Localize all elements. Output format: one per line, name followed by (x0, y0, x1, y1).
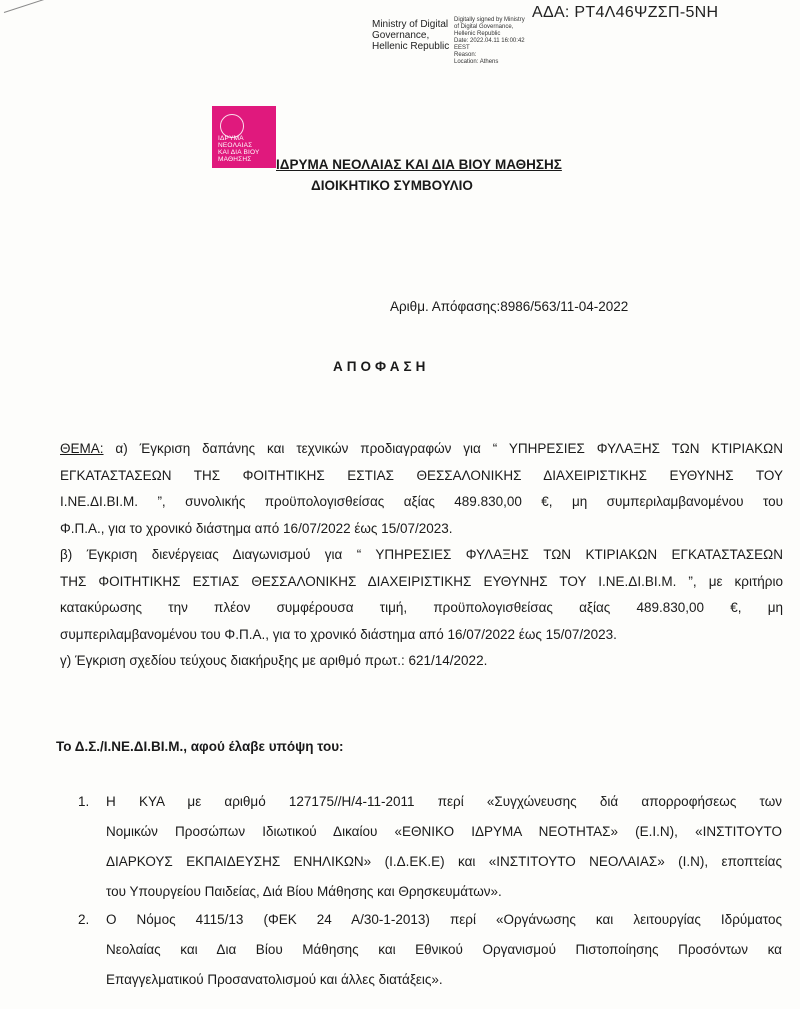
inedivim-logo (212, 106, 276, 168)
subject-line: γ) Έγκριση σχεδίου τεύχους διακήρυξης με αριθμό πρωτ.: 621/14/2022. (60, 653, 488, 668)
signature-line: of Digital Governance, (454, 24, 514, 30)
list-item-line: Ο Νόμος 4115/13 (ΦΕΚ 24 Α/30-1-2013) περί «Οργάνωσης και λειτουργίας Ιδρύματος (106, 912, 782, 927)
subject-line: β) Έγκριση διενέργειας Διαγωνισμού για “ ΥΠΗΡΕΣΙΕΣ ΦΥΛΑΞΗΣ ΤΩΝ ΚΤΙΡΙΑΚΩΝ ΕΓΚΑΤΑΣΤΑΣΕΩΝ (60, 547, 783, 562)
document-title: ΑΠΟΦΑΣΗ (333, 359, 430, 374)
list-item-number: 2. (78, 912, 90, 927)
list-item-line: Επαγγελματικού Προσανατολισμού και άλλες διατάξεις». (106, 972, 443, 987)
signer-line: Ministry of Digital (372, 19, 449, 30)
considerations-heading: Το Δ.Σ./Ι.ΝΕ.ΔΙ.ΒΙ.Μ., αφού έλαβε υπόψη του: (56, 739, 344, 754)
signature-line: Location: Athens (454, 59, 499, 65)
subject-section (60, 436, 783, 675)
digital-signature-details (454, 17, 564, 66)
board-name: ΔΙΟΙΚΗΤΙΚΟ ΣΥΜΒΟΥΛΙΟ (311, 178, 473, 193)
subject-line: ΘΕΜΑ: α) Έγκριση δαπάνης και τεχνικών προδιαγραφών για “ ΥΠΗΡΕΣΙΕΣ ΦΥΛΑΞΗΣ ΤΩΝ ΚΤΙΡΙΑΚΩΝ (60, 441, 783, 456)
subject-line: Φ.Π.Α., για το χρονικό διάστημα από 16/07/2022 έως 15/07/2023. (60, 520, 453, 536)
list-item-line: Νομικών Προσώπων Ιδιωτικού Δικαίου «ΕΘΝΙΚΟ ΙΔΡΥΜΑ ΝΕΟΤΗΤΑΣ» (Ε.Ι.Ν), «ΙΝΣΤΙΤΟΥΤΟ (106, 824, 782, 839)
subject-line: Ι.ΝΕ.ΔΙ.ΒΙ.Μ. ”, συνολικής προϋπολογισθείσας αξίας 489.830,00 €, μη συμπεριλαμβανομένου του (60, 494, 783, 509)
list-item-line: ΔΙΑΡΚΟΥΣ ΕΚΠΑΙΔΕΥΣΗΣ ΕΝΗΛΙΚΩΝ» (Ι.Δ.ΕΚ.Ε) και «ΙΝΣΤΙΤΟΥΤΟ ΝΕΟΛΑΙΑΣ» (Ι.Ν), εποπτείας (106, 854, 782, 869)
list-item-number: 1. (78, 794, 90, 809)
list-item-line: του Υπουργείου Παιδείας, Διά Βίου Μάθησης και Θρησκευμάτων». (106, 884, 502, 899)
decision-number: Αριθμ. Απόφασης:8986/563/11-04-2022 (390, 299, 629, 314)
signature-line: Date: 2022.04.11 16:00:42 (454, 38, 525, 44)
signature-line: Hellenic Republic (454, 31, 501, 37)
signature-line: Reason: (454, 52, 477, 58)
signature-line: Digitally signed by Ministry (454, 17, 525, 23)
signer-line: Governance, (372, 30, 430, 41)
ada-code: ΑΔΑ: ΡΤ4Λ46ΨΖΣΠ-5ΝΗ (532, 4, 719, 21)
signer-line: Hellenic Republic (372, 41, 450, 52)
organization-name: ΙΔΡΥΜΑ ΝΕΟΛΑΙΑΣ ΚΑΙ ΔΙΑ ΒΙΟΥ ΜΑΘΗΣΗΣ (276, 157, 562, 172)
subject-line: ΤΗΣ ΦΟΙΤΗΤΙΚΗΣ ΕΣΤΙΑΣ ΘΕΣΣΑΛΟΝΙΚΗΣ ΔΙΑΧΕΙΡΙΣΤΙΚΗΣ ΕΥΘΥΝΗΣ ΤΟΥ Ι.ΝΕ.ΔΙ.ΒΙ.Μ. ”, με κριτήριο (60, 573, 783, 589)
list-item-line: Η ΚΥΑ με αριθμό 127175//Η/4-11-2011 περί «Συγχώνευσης διά απορροφήσεως των (106, 794, 782, 809)
subject-line: ΕΓΚΑΤΑΣΤΑΣΕΩΝ ΤΗΣ ΦΟΙΤΗΤΙΚΗΣ ΕΣΤΙΑΣ ΘΕΣΣΑΛΟΝΙΚΗΣ ΔΙΑΧΕΙΡΙΣΤΙΚΗΣ ΕΥΘΥΝΗΣ ΤΟΥ (60, 467, 783, 483)
logo-text: ΙΔΡΥΜΑ ΝΕΟΛΑΙΑΣ ΚΑΙ ΔΙΑ ΒΙΟΥ ΜΑΘΗΣΗΣ (218, 135, 260, 163)
subject-line: κατακύρωσης την πλέον συμφέρουσα τιμή, προϋπολογισθείσας αξίας 489.830,00 €, μη (60, 600, 783, 615)
subject-line: συμπεριλαμβανομένου του Φ.Π.Α., για το χρονικό διάστημα από 16/07/2022 έως 15/07/2023. (60, 626, 617, 642)
scan-mark (4, 0, 48, 13)
list-item-line: Νεολαίας και Δια Βίου Μάθησης και Εθνικού Οργανισμού Πιστοποίησης Προσόντων κα (106, 942, 782, 957)
list-item (78, 905, 782, 995)
signature-line: EEST (454, 45, 470, 51)
signer-name (372, 19, 449, 52)
subject-label: ΘΕΜΑ: (60, 441, 104, 456)
list-item (78, 787, 782, 907)
